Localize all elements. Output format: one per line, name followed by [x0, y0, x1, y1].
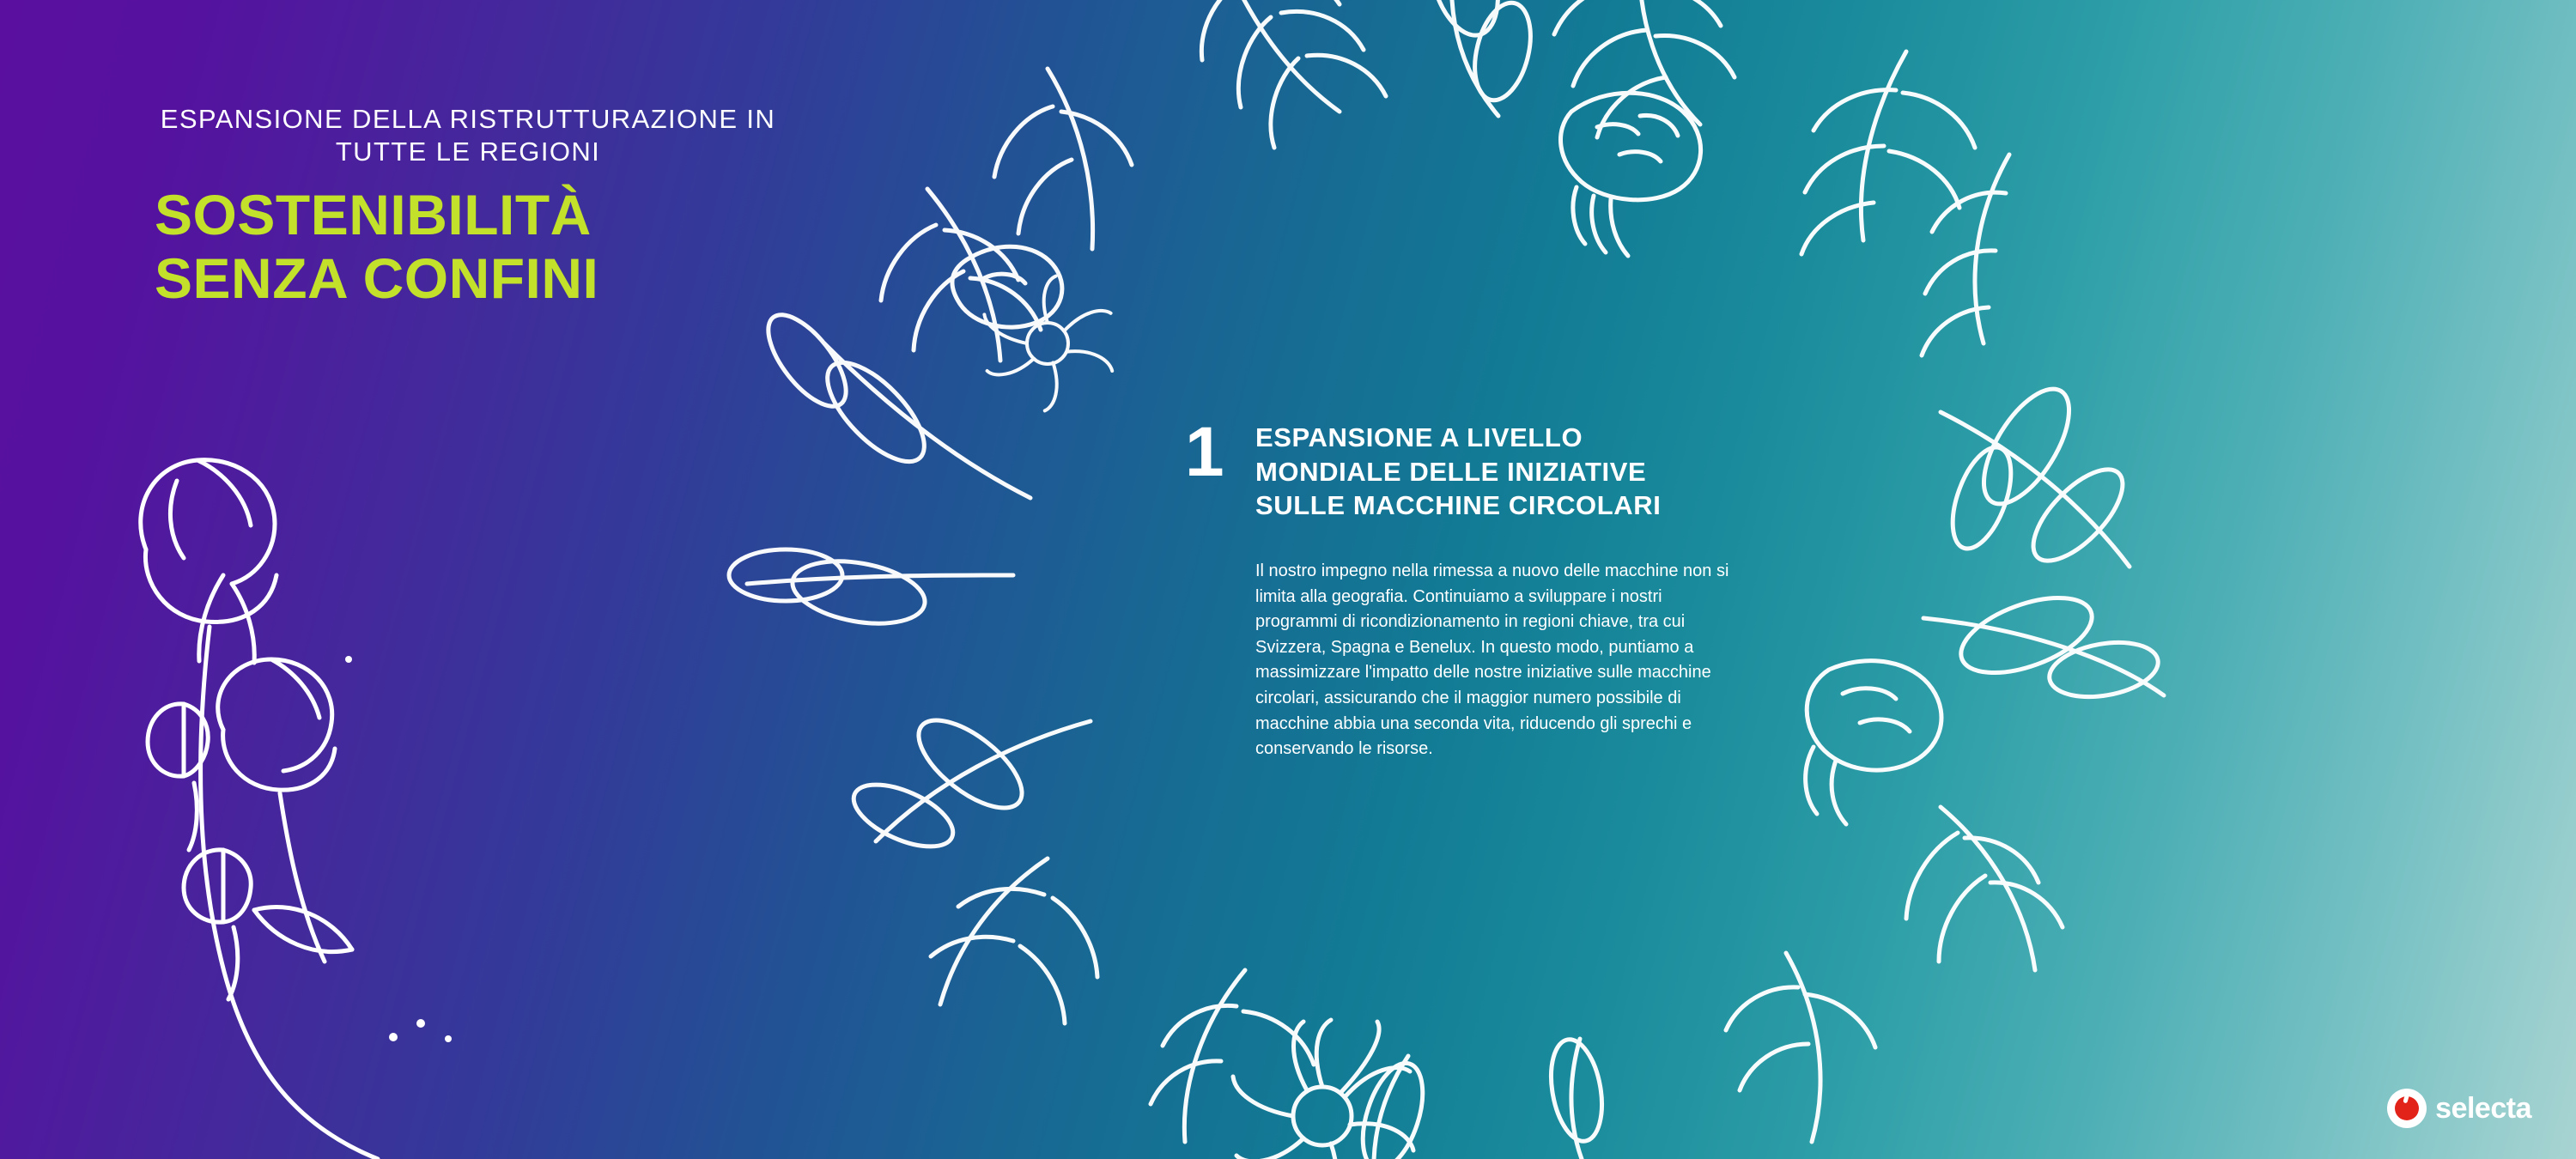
selecta-dot-icon: [2387, 1089, 2427, 1128]
section-body: Il nostro impegno nella rimessa a nuovo delle macchine non si limita alla geografia. Continuiamo a sviluppare i nostri programmi di ricondizionamento in regioni chiave, tra cui Svizzera, Spagna e Benelux. In questo modo, puntiamo a massimizzare l'impatto delle nostre iniziative sulle macchine circolari, assicurando che il maggior numero possibile di macchine abbia una seconda vita, riducendo gli sprechi e conservando le risorse.: [1255, 561, 1729, 759]
section-text-column: [1255, 421, 1735, 762]
brand-logo-text: selecta: [2435, 1091, 2531, 1125]
headline-block: [120, 103, 876, 310]
kicker-text: ESPANSIONE DELLA RISTRUTTURAZIONE IN TUTTE LE REGIONI: [160, 104, 776, 167]
section-number: 1: [1185, 413, 1224, 491]
title-line-1: SOSTENIBILITÀ: [155, 182, 592, 246]
section-heading: ESPANSIONE A LIVELLO MONDIALE DELLE INIZIATIVE SULLE MACCHINE CIRCOLARI: [1255, 422, 1662, 521]
brand-logo: [2387, 1089, 2531, 1128]
numbered-content-block: [1185, 413, 1735, 762]
page-title: [120, 184, 876, 311]
title-line-2: SENZA CONFINI: [155, 246, 599, 310]
poppy-flower-icon: [94, 446, 575, 1159]
